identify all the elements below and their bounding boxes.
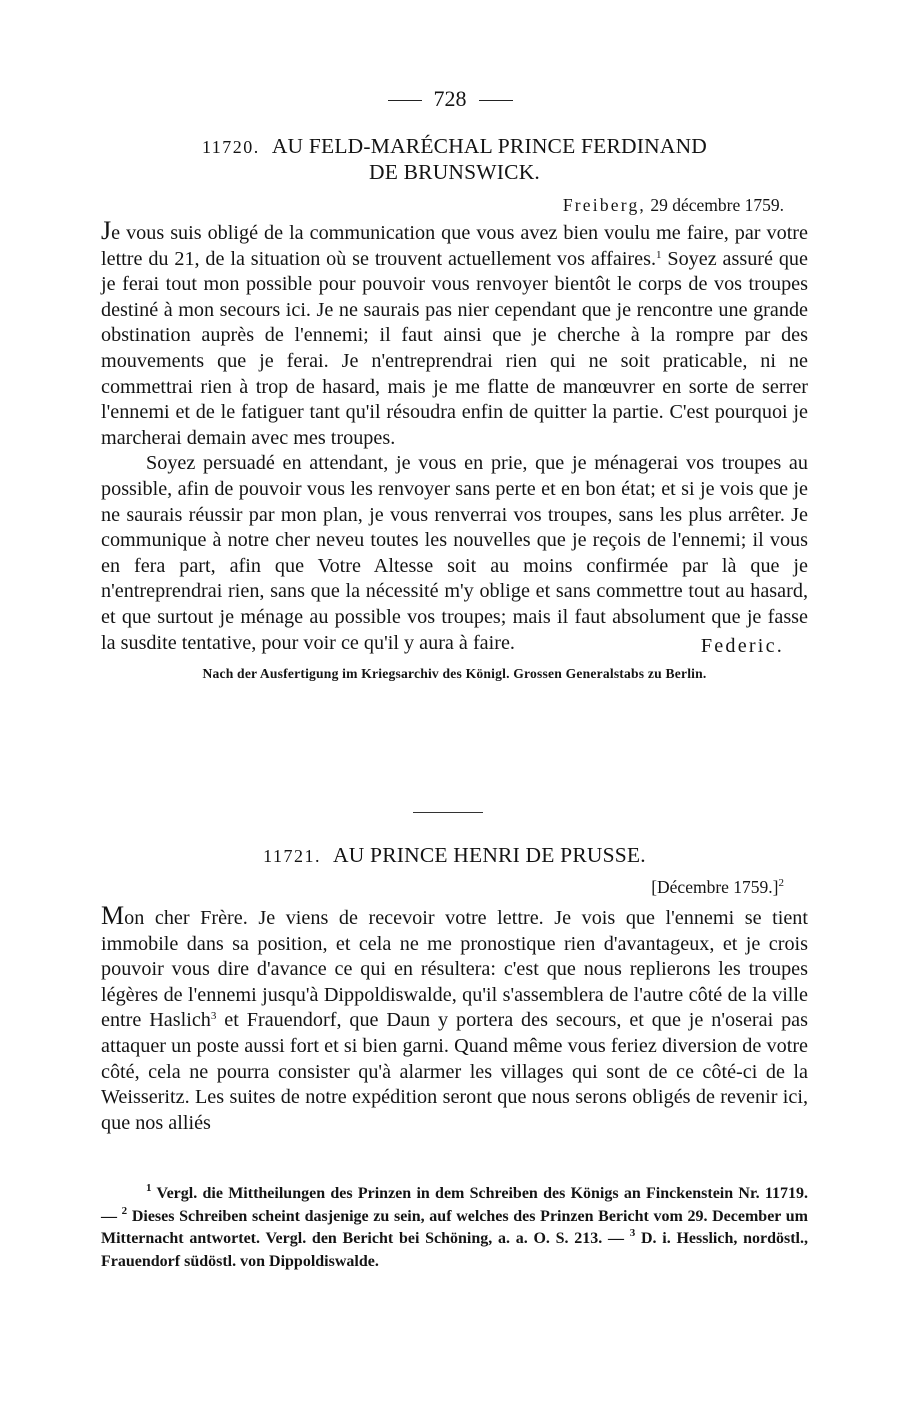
source-note: Nach der Ausfertigung im Kriegsarchiv des Königl. Grossen Generalstabs zu Berlin. [202, 665, 707, 681]
footnote-1: Vergl. die Mittheilungen des Prinzen in dem Schreiben des Königs an Finckenstein Nr. 11719. — [101, 1185, 808, 1225]
letter-11720-heading-line1 [101, 134, 808, 160]
letter-11721-date: [Décembre 1759.] [651, 877, 779, 897]
footnote-ref-2: 2 [778, 877, 784, 889]
paragraph-text: on cher Frère. Je viens de recevoir votre lettre. Je vois que l'ennemi se tient immobile dans sa position, et cela ne me pronostique rien d'avantageux, et je crois pouvoir vous dire d'avance ce qui en résultera: c'est que nous replierons les troupes légères de l'ennemi jusqu'à Dippoldiswalde, qu'il s'assemblera de l'autre côté de la ville entre Haslich [101, 907, 808, 1032]
letter-11721-paragraph-1 [101, 903, 808, 1136]
drop-initial: M [101, 901, 125, 930]
letter-11720-paragraph-1 [101, 218, 808, 451]
letter-11720-dateline [101, 193, 808, 217]
page-number-text: 728 [433, 86, 467, 111]
letter-11720-body [101, 218, 808, 660]
footnote-3: D. i. Hesslich, nordöstl., Frauendorf südöstl. von Dippoldiswalde. [101, 1230, 808, 1270]
letter-11720-heading-line2: DE BRUNSWICK. [368, 160, 541, 184]
footnote-mark-3: 3 [629, 1227, 636, 1239]
paragraph-text: Soyez assuré que je ferai tout mon possible pour pouvoir vous renvoyer bientôt le corps de vos troupes destiné à mon secours ici. Je ne saurais pas nier cependant que je rencontre une grande obstination auprès de l'ennemi; il faut ainsi que je cherche à la rompre par des mouvements que je ferai. Je n'entreprendrai rien qui ne soit praticable, ni ne commettrai rien à trop de hasard, mais je me flatte de manœuvrer en sorte de serrer l'ennemi et de le fatiguer tant qu'il résoudra enfin de quitter la partie. C'est pourquoi je marcherai demain avec mes troupes. [101, 247, 808, 449]
drop-initial: J [101, 216, 112, 245]
section-divider [413, 812, 483, 813]
letter-11721-body [101, 903, 808, 1136]
footnote-mark-1: 1 [146, 1182, 152, 1194]
letter-11721-heading [101, 843, 808, 869]
footnote-mark-2: 2 [121, 1204, 128, 1217]
letter-11720-number: 11720. [201, 137, 260, 157]
page-number-dash-left [388, 100, 422, 101]
letter-11720-paragraph-2 [101, 451, 808, 656]
letter-11720 [101, 134, 808, 684]
footnotes [101, 1183, 808, 1273]
letter-11721-addressee: AU PRINCE HENRI DE PRUSSE. [333, 843, 646, 867]
letter-11720-heading [101, 134, 808, 185]
letter-11720-addressee: AU FELD-MARÉCHAL PRINCE FERDINAND [271, 134, 708, 158]
paragraph-text: et Frauendorf, que Daun y portera des secours, et que je n'oserai pas attaquer un poste aussi fort et si bien garni. Quand même vous feriez diversion de votre côté, cela ne pourra consister qu'à alarmer les villages qui sont de ce côté-ci de la Weisseritz. Les suites de notre expédition seront que nous serons obligés de revenir ici, que nos alliés [101, 1009, 808, 1134]
paragraph-text: e vous suis obligé de la communication que vous avez bien voulu me faire, par votre lettre du 21, de la situation où se trouvent actuellement vos affaires. [101, 222, 808, 270]
footnote-2: Dieses Schreiben scheint dasjenige zu sein, auf welches des Prinzen Bericht vom 29. December um Mitternacht antwortet. Vergl. den Bericht bei Schöning, a. a. O. S. 213. — [101, 1207, 809, 1247]
page-number-dash-right [479, 100, 513, 101]
footnote-ref-3: 3 [210, 1010, 217, 1023]
letter-11721-dateline [101, 875, 808, 899]
letter-11720-place: Freiberg, [562, 195, 646, 215]
page-number [0, 86, 900, 112]
letter-11721-number: 11721. [263, 846, 322, 866]
paragraph-text: Soyez persuadé en attendant, je vous en prie, que je ménagerai vos troupes au possible, afin de pouvoir vous les renvoyer sans perte et en bon état; et si je vois que je ne saurais réussir par mon plan, je vous renverrai vos troupes, sans les plus arrêter. Je communique à notre cher neveu toutes les nouvelles que je reçois de l'ennemi; il vous en fera part, afin que Votre Altesse soit au moins confirmée par là que je n'entreprendrai rien, sans que la nécessité m'y oblige et sans commettre tout au hasard, et que surtout je ménage au possible vos troupes; mais il faut absolument que je fasse la susdite tentative, pour voir ce qu'il y aura à faire. [101, 452, 808, 654]
footnote-block [101, 1183, 808, 1273]
letter-11721 [101, 843, 808, 1136]
signature: Federic. [700, 635, 784, 658]
letter-11720-date: 29 décembre 1759. [650, 195, 784, 215]
footnote-ref-1: 1 [656, 248, 662, 261]
